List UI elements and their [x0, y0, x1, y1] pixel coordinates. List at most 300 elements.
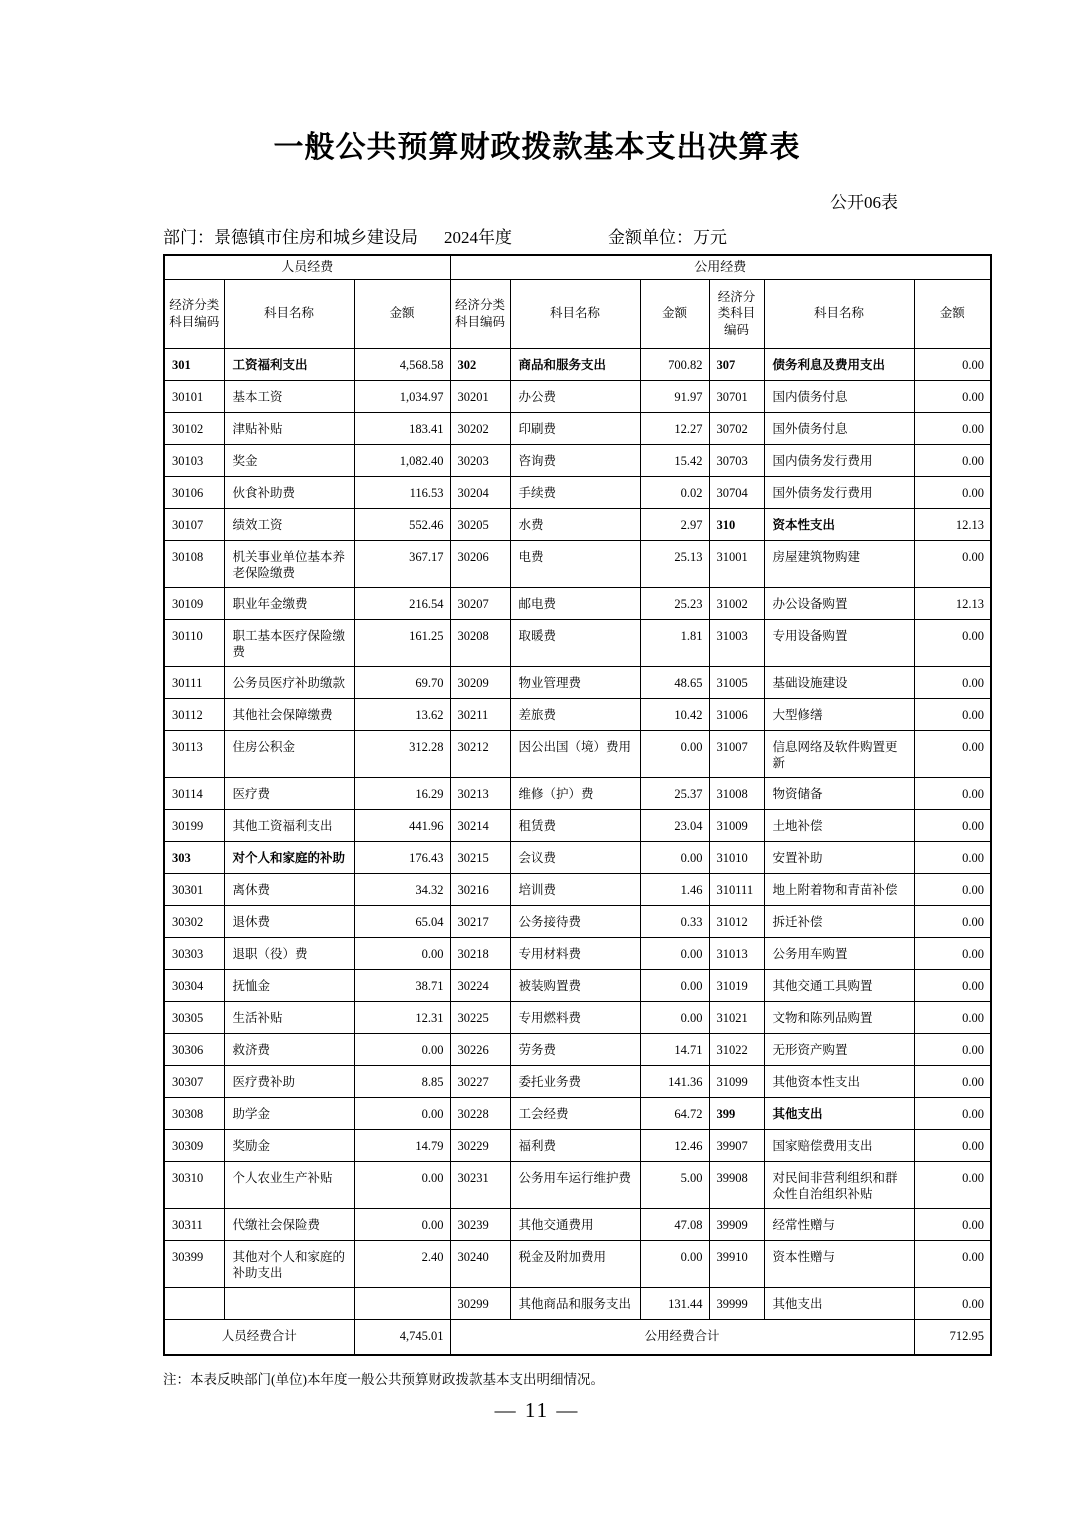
- amount-cell-3: 0.00: [914, 1129, 991, 1161]
- amount-cell-3: 0.00: [914, 730, 991, 777]
- amount-cell-3: 0.00: [914, 666, 991, 698]
- code-cell-3: 30703: [709, 444, 764, 476]
- name-cell-3: 专用设备购置: [764, 619, 914, 666]
- amount-cell-2: 14.71: [640, 1033, 709, 1065]
- name-cell-1: 住房公积金: [224, 730, 354, 777]
- amount-cell-3: 12.13: [914, 508, 991, 540]
- name-cell-3: 国内债务发行费用: [764, 444, 914, 476]
- table-row: [164, 1033, 991, 1065]
- amount-cell-2: 10.42: [640, 698, 709, 730]
- table-row: [164, 698, 991, 730]
- name-cell-2: 水费: [510, 508, 640, 540]
- name-cell-2: 专用材料费: [510, 937, 640, 969]
- table-row: [164, 969, 991, 1001]
- amount-cell-1: 441.96: [354, 809, 450, 841]
- code-cell-1: 30399: [164, 1240, 224, 1287]
- amount-cell-2: 15.42: [640, 444, 709, 476]
- amount-cell-2: 12.46: [640, 1129, 709, 1161]
- amount-cell-1: 14.79: [354, 1129, 450, 1161]
- amount-cell-1: 116.53: [354, 476, 450, 508]
- amount-cell-3: 0.00: [914, 380, 991, 412]
- col-header-amount-1: 金额: [354, 279, 450, 348]
- name-cell-3: 基础设施建设: [764, 666, 914, 698]
- name-cell-2: 维修（护）费: [510, 777, 640, 809]
- amount-cell-3: 0.00: [914, 412, 991, 444]
- name-cell-1: 离休费: [224, 873, 354, 905]
- code-cell-2: 30203: [450, 444, 510, 476]
- code-cell-1: 301: [164, 348, 224, 380]
- code-cell-2: 30206: [450, 540, 510, 587]
- code-cell-2: 30228: [450, 1097, 510, 1129]
- name-cell-3: 土地补偿: [764, 809, 914, 841]
- table-row: [164, 905, 991, 937]
- name-cell-2: 税金及附加费用: [510, 1240, 640, 1287]
- amount-cell-3: 0.00: [914, 348, 991, 380]
- amount-cell-3: 12.13: [914, 587, 991, 619]
- amount-cell-1: 13.62: [354, 698, 450, 730]
- amount-unit-label: 金额单位：万元: [608, 228, 727, 247]
- code-cell-3: 31006: [709, 698, 764, 730]
- table-row: [164, 619, 991, 666]
- table-row: [164, 666, 991, 698]
- code-cell-2: 30209: [450, 666, 510, 698]
- name-cell-2: 印刷费: [510, 412, 640, 444]
- code-cell-2: 30225: [450, 1001, 510, 1033]
- table-head: [164, 255, 991, 348]
- name-cell-1: [224, 1287, 354, 1319]
- code-cell-1: [164, 1287, 224, 1319]
- name-cell-2: 电费: [510, 540, 640, 587]
- public-group-header: 公用经费: [450, 255, 991, 279]
- code-cell-2: 30299: [450, 1287, 510, 1319]
- amount-cell-1: 552.46: [354, 508, 450, 540]
- code-cell-1: 30114: [164, 777, 224, 809]
- amount-cell-2: 141.36: [640, 1065, 709, 1097]
- amount-cell-1: 2.40: [354, 1240, 450, 1287]
- code-cell-2: 30239: [450, 1208, 510, 1240]
- name-cell-1: 工资福利支出: [224, 348, 354, 380]
- table-row: [164, 1097, 991, 1129]
- name-cell-1: 奖金: [224, 444, 354, 476]
- name-cell-2: 公务接待费: [510, 905, 640, 937]
- name-cell-2: 其他商品和服务支出: [510, 1287, 640, 1319]
- table-row: [164, 1240, 991, 1287]
- code-cell-2: 302: [450, 348, 510, 380]
- name-cell-2: 取暖费: [510, 619, 640, 666]
- amount-cell-1: 8.85: [354, 1065, 450, 1097]
- name-cell-3: 地上附着物和青苗补偿: [764, 873, 914, 905]
- code-cell-3: 31003: [709, 619, 764, 666]
- form-number-label: 公开06表: [830, 193, 898, 212]
- col-header-amount-3: 金额: [914, 279, 991, 348]
- amount-cell-1: 38.71: [354, 969, 450, 1001]
- amount-cell-3: 0.00: [914, 444, 991, 476]
- amount-cell-1: 176.43: [354, 841, 450, 873]
- col-header-name-3: 科目名称: [764, 279, 914, 348]
- table-row: [164, 1208, 991, 1240]
- amount-cell-1: 0.00: [354, 1161, 450, 1208]
- code-cell-1: 30302: [164, 905, 224, 937]
- name-cell-3: 对民间非营利组织和群众性自治组织补贴: [764, 1161, 914, 1208]
- amount-cell-3: 0.00: [914, 476, 991, 508]
- code-cell-2: 30202: [450, 412, 510, 444]
- name-cell-3: 资本性支出: [764, 508, 914, 540]
- amount-cell-2: 0.00: [640, 841, 709, 873]
- public-total-label: 公用经费合计: [450, 1319, 914, 1355]
- amount-cell-1: 0.00: [354, 1208, 450, 1240]
- amount-cell-3: 0.00: [914, 540, 991, 587]
- amount-cell-3: 0.00: [914, 1287, 991, 1319]
- code-cell-3: 30704: [709, 476, 764, 508]
- code-cell-2: 30212: [450, 730, 510, 777]
- code-cell-3: 39907: [709, 1129, 764, 1161]
- code-cell-3: 30701: [709, 380, 764, 412]
- code-cell-3: 31009: [709, 809, 764, 841]
- name-cell-3: 其他资本性支出: [764, 1065, 914, 1097]
- code-cell-3: 31002: [709, 587, 764, 619]
- code-cell-3: 31013: [709, 937, 764, 969]
- code-cell-1: 30307: [164, 1065, 224, 1097]
- name-cell-1: 绩效工资: [224, 508, 354, 540]
- code-cell-3: 31022: [709, 1033, 764, 1065]
- amount-cell-1: 16.29: [354, 777, 450, 809]
- page-title: 一般公共预算财政拨款基本支出决算表: [273, 131, 801, 164]
- name-cell-3: 拆迁补偿: [764, 905, 914, 937]
- code-cell-1: 30112: [164, 698, 224, 730]
- table-row: [164, 873, 991, 905]
- code-cell-1: 30304: [164, 969, 224, 1001]
- amount-cell-2: 48.65: [640, 666, 709, 698]
- name-cell-1: 医疗费补助: [224, 1065, 354, 1097]
- code-cell-2: 30224: [450, 969, 510, 1001]
- amount-cell-3: 0.00: [914, 809, 991, 841]
- personnel-total-label: 人员经费合计: [164, 1319, 354, 1355]
- amount-cell-3: 0.00: [914, 1208, 991, 1240]
- name-cell-3: 资本性赠与: [764, 1240, 914, 1287]
- name-cell-2: 委托业务费: [510, 1065, 640, 1097]
- amount-cell-2: 131.44: [640, 1287, 709, 1319]
- name-cell-3: 国内债务付息: [764, 380, 914, 412]
- amount-cell-2: 0.00: [640, 937, 709, 969]
- code-cell-1: 30111: [164, 666, 224, 698]
- code-cell-1: 30106: [164, 476, 224, 508]
- table-row: [164, 841, 991, 873]
- code-cell-1: 30309: [164, 1129, 224, 1161]
- amount-cell-2: 0.00: [640, 969, 709, 1001]
- amount-cell-3: 0.00: [914, 619, 991, 666]
- amount-cell-3: 0.00: [914, 1033, 991, 1065]
- amount-cell-2: 5.00: [640, 1161, 709, 1208]
- name-cell-2: 其他交通费用: [510, 1208, 640, 1240]
- amount-cell-1: 183.41: [354, 412, 450, 444]
- name-cell-1: 其他工资福利支出: [224, 809, 354, 841]
- name-cell-1: 奖励金: [224, 1129, 354, 1161]
- amount-cell-2: 91.97: [640, 380, 709, 412]
- col-header-code-3: 经济分类科目编码: [709, 279, 764, 348]
- table-row: [164, 508, 991, 540]
- table-row: [164, 587, 991, 619]
- table-foot: [164, 1319, 991, 1355]
- amount-cell-2: 0.02: [640, 476, 709, 508]
- amount-cell-2: 64.72: [640, 1097, 709, 1129]
- code-cell-3: 31007: [709, 730, 764, 777]
- column-header-row: [164, 279, 991, 348]
- code-cell-3: 30702: [709, 412, 764, 444]
- amount-cell-3: 0.00: [914, 1161, 991, 1208]
- name-cell-2: 福利费: [510, 1129, 640, 1161]
- code-cell-3: 31019: [709, 969, 764, 1001]
- code-cell-1: 30103: [164, 444, 224, 476]
- code-cell-2: 30227: [450, 1065, 510, 1097]
- name-cell-2: 手续费: [510, 476, 640, 508]
- name-cell-1: 助学金: [224, 1097, 354, 1129]
- code-cell-1: 30110: [164, 619, 224, 666]
- name-cell-2: 培训费: [510, 873, 640, 905]
- amount-cell-1: 312.28: [354, 730, 450, 777]
- amount-cell-3: 0.00: [914, 905, 991, 937]
- code-cell-3: 310111: [709, 873, 764, 905]
- col-header-name-2: 科目名称: [510, 279, 640, 348]
- table-row: [164, 380, 991, 412]
- table-row: [164, 412, 991, 444]
- amount-cell-2: 1.81: [640, 619, 709, 666]
- amount-cell-2: 0.00: [640, 1240, 709, 1287]
- name-cell-2: 咨询费: [510, 444, 640, 476]
- amount-cell-3: 0.00: [914, 777, 991, 809]
- name-cell-3: 无形资产购置: [764, 1033, 914, 1065]
- code-cell-2: 30213: [450, 777, 510, 809]
- table-row: [164, 476, 991, 508]
- name-cell-1: 其他对个人和家庭的补助支出: [224, 1240, 354, 1287]
- name-cell-1: 救济费: [224, 1033, 354, 1065]
- amount-cell-1: 4,568.58: [354, 348, 450, 380]
- name-cell-2: 工会经费: [510, 1097, 640, 1129]
- meta-row: [163, 223, 990, 248]
- name-cell-1: 生活补贴: [224, 1001, 354, 1033]
- name-cell-2: 商品和服务支出: [510, 348, 640, 380]
- name-cell-2: 物业管理费: [510, 666, 640, 698]
- table-row: [164, 730, 991, 777]
- name-cell-1: 职工基本医疗保险缴费: [224, 619, 354, 666]
- name-cell-1: 退休费: [224, 905, 354, 937]
- amount-cell-2: 25.23: [640, 587, 709, 619]
- name-cell-3: 其他交通工具购置: [764, 969, 914, 1001]
- name-cell-2: 劳务费: [510, 1033, 640, 1065]
- code-cell-3: 39999: [709, 1287, 764, 1319]
- code-cell-1: 30311: [164, 1208, 224, 1240]
- code-cell-3: 31012: [709, 905, 764, 937]
- name-cell-2: 会议费: [510, 841, 640, 873]
- name-cell-2: 专用燃料费: [510, 1001, 640, 1033]
- name-cell-3: 房屋建筑物购建: [764, 540, 914, 587]
- name-cell-1: 代缴社会保险费: [224, 1208, 354, 1240]
- amount-cell-1: 161.25: [354, 619, 450, 666]
- code-cell-1: 30306: [164, 1033, 224, 1065]
- name-cell-1: 个人农业生产补贴: [224, 1161, 354, 1208]
- code-cell-1: 30310: [164, 1161, 224, 1208]
- personnel-total-amount: 4,745.01: [354, 1319, 450, 1355]
- code-cell-3: 310: [709, 508, 764, 540]
- code-cell-2: 30214: [450, 809, 510, 841]
- code-cell-1: 30303: [164, 937, 224, 969]
- amount-cell-2: 25.13: [640, 540, 709, 587]
- department-label: 部门：景德镇市住房和城乡建设局: [163, 228, 418, 247]
- page-number: — 11 —: [494, 1398, 580, 1422]
- col-header-name-1: 科目名称: [224, 279, 354, 348]
- code-cell-3: 39909: [709, 1208, 764, 1240]
- code-cell-2: 30211: [450, 698, 510, 730]
- name-cell-3: 文物和陈列品购置: [764, 1001, 914, 1033]
- col-header-amount-2: 金额: [640, 279, 709, 348]
- name-cell-2: 因公出国（境）费用: [510, 730, 640, 777]
- budget-table: [163, 254, 992, 1356]
- code-cell-3: 307: [709, 348, 764, 380]
- code-cell-3: 31099: [709, 1065, 764, 1097]
- code-cell-1: 30102: [164, 412, 224, 444]
- code-cell-3: 399: [709, 1097, 764, 1129]
- amount-cell-1: 12.31: [354, 1001, 450, 1033]
- table-row: [164, 1065, 991, 1097]
- code-cell-3: 31010: [709, 841, 764, 873]
- name-cell-2: 差旅费: [510, 698, 640, 730]
- code-cell-2: 30216: [450, 873, 510, 905]
- amount-cell-3: 0.00: [914, 1240, 991, 1287]
- code-cell-2: 30204: [450, 476, 510, 508]
- amount-cell-3: 0.00: [914, 1097, 991, 1129]
- amount-cell-2: 47.08: [640, 1208, 709, 1240]
- code-cell-1: 30305: [164, 1001, 224, 1033]
- amount-cell-1: 0.00: [354, 1097, 450, 1129]
- code-cell-1: 303: [164, 841, 224, 873]
- name-cell-1: 抚恤金: [224, 969, 354, 1001]
- name-cell-3: 安置补助: [764, 841, 914, 873]
- name-cell-3: 大型修缮: [764, 698, 914, 730]
- amount-cell-2: 0.00: [640, 1001, 709, 1033]
- table-row: [164, 937, 991, 969]
- code-cell-2: 30231: [450, 1161, 510, 1208]
- table-row: [164, 444, 991, 476]
- name-cell-2: 公务用车运行维护费: [510, 1161, 640, 1208]
- code-cell-1: 30101: [164, 380, 224, 412]
- table-row: [164, 1129, 991, 1161]
- amount-cell-1: 367.17: [354, 540, 450, 587]
- col-header-code-1: 经济分类科目编码: [164, 279, 224, 348]
- code-cell-2: 30217: [450, 905, 510, 937]
- amount-cell-3: 0.00: [914, 841, 991, 873]
- table-row: [164, 1287, 991, 1319]
- amount-cell-3: 0.00: [914, 1001, 991, 1033]
- name-cell-3: 其他支出: [764, 1097, 914, 1129]
- name-cell-3: 公务用车购置: [764, 937, 914, 969]
- code-cell-2: 30218: [450, 937, 510, 969]
- table-row: [164, 777, 991, 809]
- code-cell-3: 39908: [709, 1161, 764, 1208]
- code-cell-2: 30208: [450, 619, 510, 666]
- code-cell-3: 31021: [709, 1001, 764, 1033]
- code-cell-2: 30205: [450, 508, 510, 540]
- code-cell-2: 30229: [450, 1129, 510, 1161]
- name-cell-3: 国家赔偿费用支出: [764, 1129, 914, 1161]
- name-cell-2: 邮电费: [510, 587, 640, 619]
- amount-cell-3: 0.00: [914, 698, 991, 730]
- code-cell-1: 30107: [164, 508, 224, 540]
- name-cell-3: 办公设备购置: [764, 587, 914, 619]
- amount-cell-1: 0.00: [354, 937, 450, 969]
- totals-row: [164, 1319, 991, 1355]
- code-cell-1: 30301: [164, 873, 224, 905]
- code-cell-2: 30207: [450, 587, 510, 619]
- amount-cell-3: 0.00: [914, 1065, 991, 1097]
- amount-cell-1: 69.70: [354, 666, 450, 698]
- name-cell-1: 退职（役）费: [224, 937, 354, 969]
- code-cell-1: 30108: [164, 540, 224, 587]
- code-cell-3: 31005: [709, 666, 764, 698]
- name-cell-1: 公务员医疗补助缴款: [224, 666, 354, 698]
- group-header-row: [164, 255, 991, 279]
- amount-cell-2: 25.37: [640, 777, 709, 809]
- amount-cell-3: 0.00: [914, 873, 991, 905]
- amount-cell-1: 34.32: [354, 873, 450, 905]
- amount-cell-1: 1,034.97: [354, 380, 450, 412]
- code-cell-3: 31001: [709, 540, 764, 587]
- code-cell-2: 30226: [450, 1033, 510, 1065]
- table-row: [164, 1161, 991, 1208]
- personnel-group-header: 人员经费: [164, 255, 450, 279]
- table-row: [164, 809, 991, 841]
- amount-cell-2: 12.27: [640, 412, 709, 444]
- code-cell-1: 30199: [164, 809, 224, 841]
- amount-cell-2: 1.46: [640, 873, 709, 905]
- name-cell-2: 租赁费: [510, 809, 640, 841]
- code-cell-2: 30240: [450, 1240, 510, 1287]
- col-header-code-2: 经济分类科目编码: [450, 279, 510, 348]
- amount-cell-2: 2.97: [640, 508, 709, 540]
- name-cell-3: 其他支出: [764, 1287, 914, 1319]
- name-cell-1: 职业年金缴费: [224, 587, 354, 619]
- amount-cell-2: 0.33: [640, 905, 709, 937]
- name-cell-3: 信息网络及软件购置更新: [764, 730, 914, 777]
- name-cell-1: 对个人和家庭的补助: [224, 841, 354, 873]
- content-area: [163, 188, 990, 1388]
- amount-cell-1: 216.54: [354, 587, 450, 619]
- code-cell-1: 30308: [164, 1097, 224, 1129]
- amount-cell-2: 23.04: [640, 809, 709, 841]
- table-body: [164, 348, 991, 1319]
- name-cell-1: 其他社会保障缴费: [224, 698, 354, 730]
- table-row: [164, 540, 991, 587]
- table-row: [164, 348, 991, 380]
- name-cell-1: 医疗费: [224, 777, 354, 809]
- code-cell-3: 39910: [709, 1240, 764, 1287]
- amount-cell-1: 0.00: [354, 1033, 450, 1065]
- fiscal-year-label: 2024年度: [444, 228, 512, 247]
- name-cell-1: 津贴补贴: [224, 412, 354, 444]
- name-cell-3: 国外债务付息: [764, 412, 914, 444]
- table-row: [164, 1001, 991, 1033]
- amount-cell-1: [354, 1287, 450, 1319]
- name-cell-3: 经常性赠与: [764, 1208, 914, 1240]
- code-cell-3: 31008: [709, 777, 764, 809]
- name-cell-1: 伙食补助费: [224, 476, 354, 508]
- amount-cell-2: 0.00: [640, 730, 709, 777]
- name-cell-1: 机关事业单位基本养老保险缴费: [224, 540, 354, 587]
- public-total-amount: 712.95: [914, 1319, 991, 1355]
- amount-cell-1: 65.04: [354, 905, 450, 937]
- name-cell-2: 被装购置费: [510, 969, 640, 1001]
- name-cell-3: 债务利息及费用支出: [764, 348, 914, 380]
- footnote: 注：本表反映部门(单位)本年度一般公共预算财政拨款基本支出明细情况。: [163, 1371, 604, 1387]
- name-cell-2: 办公费: [510, 380, 640, 412]
